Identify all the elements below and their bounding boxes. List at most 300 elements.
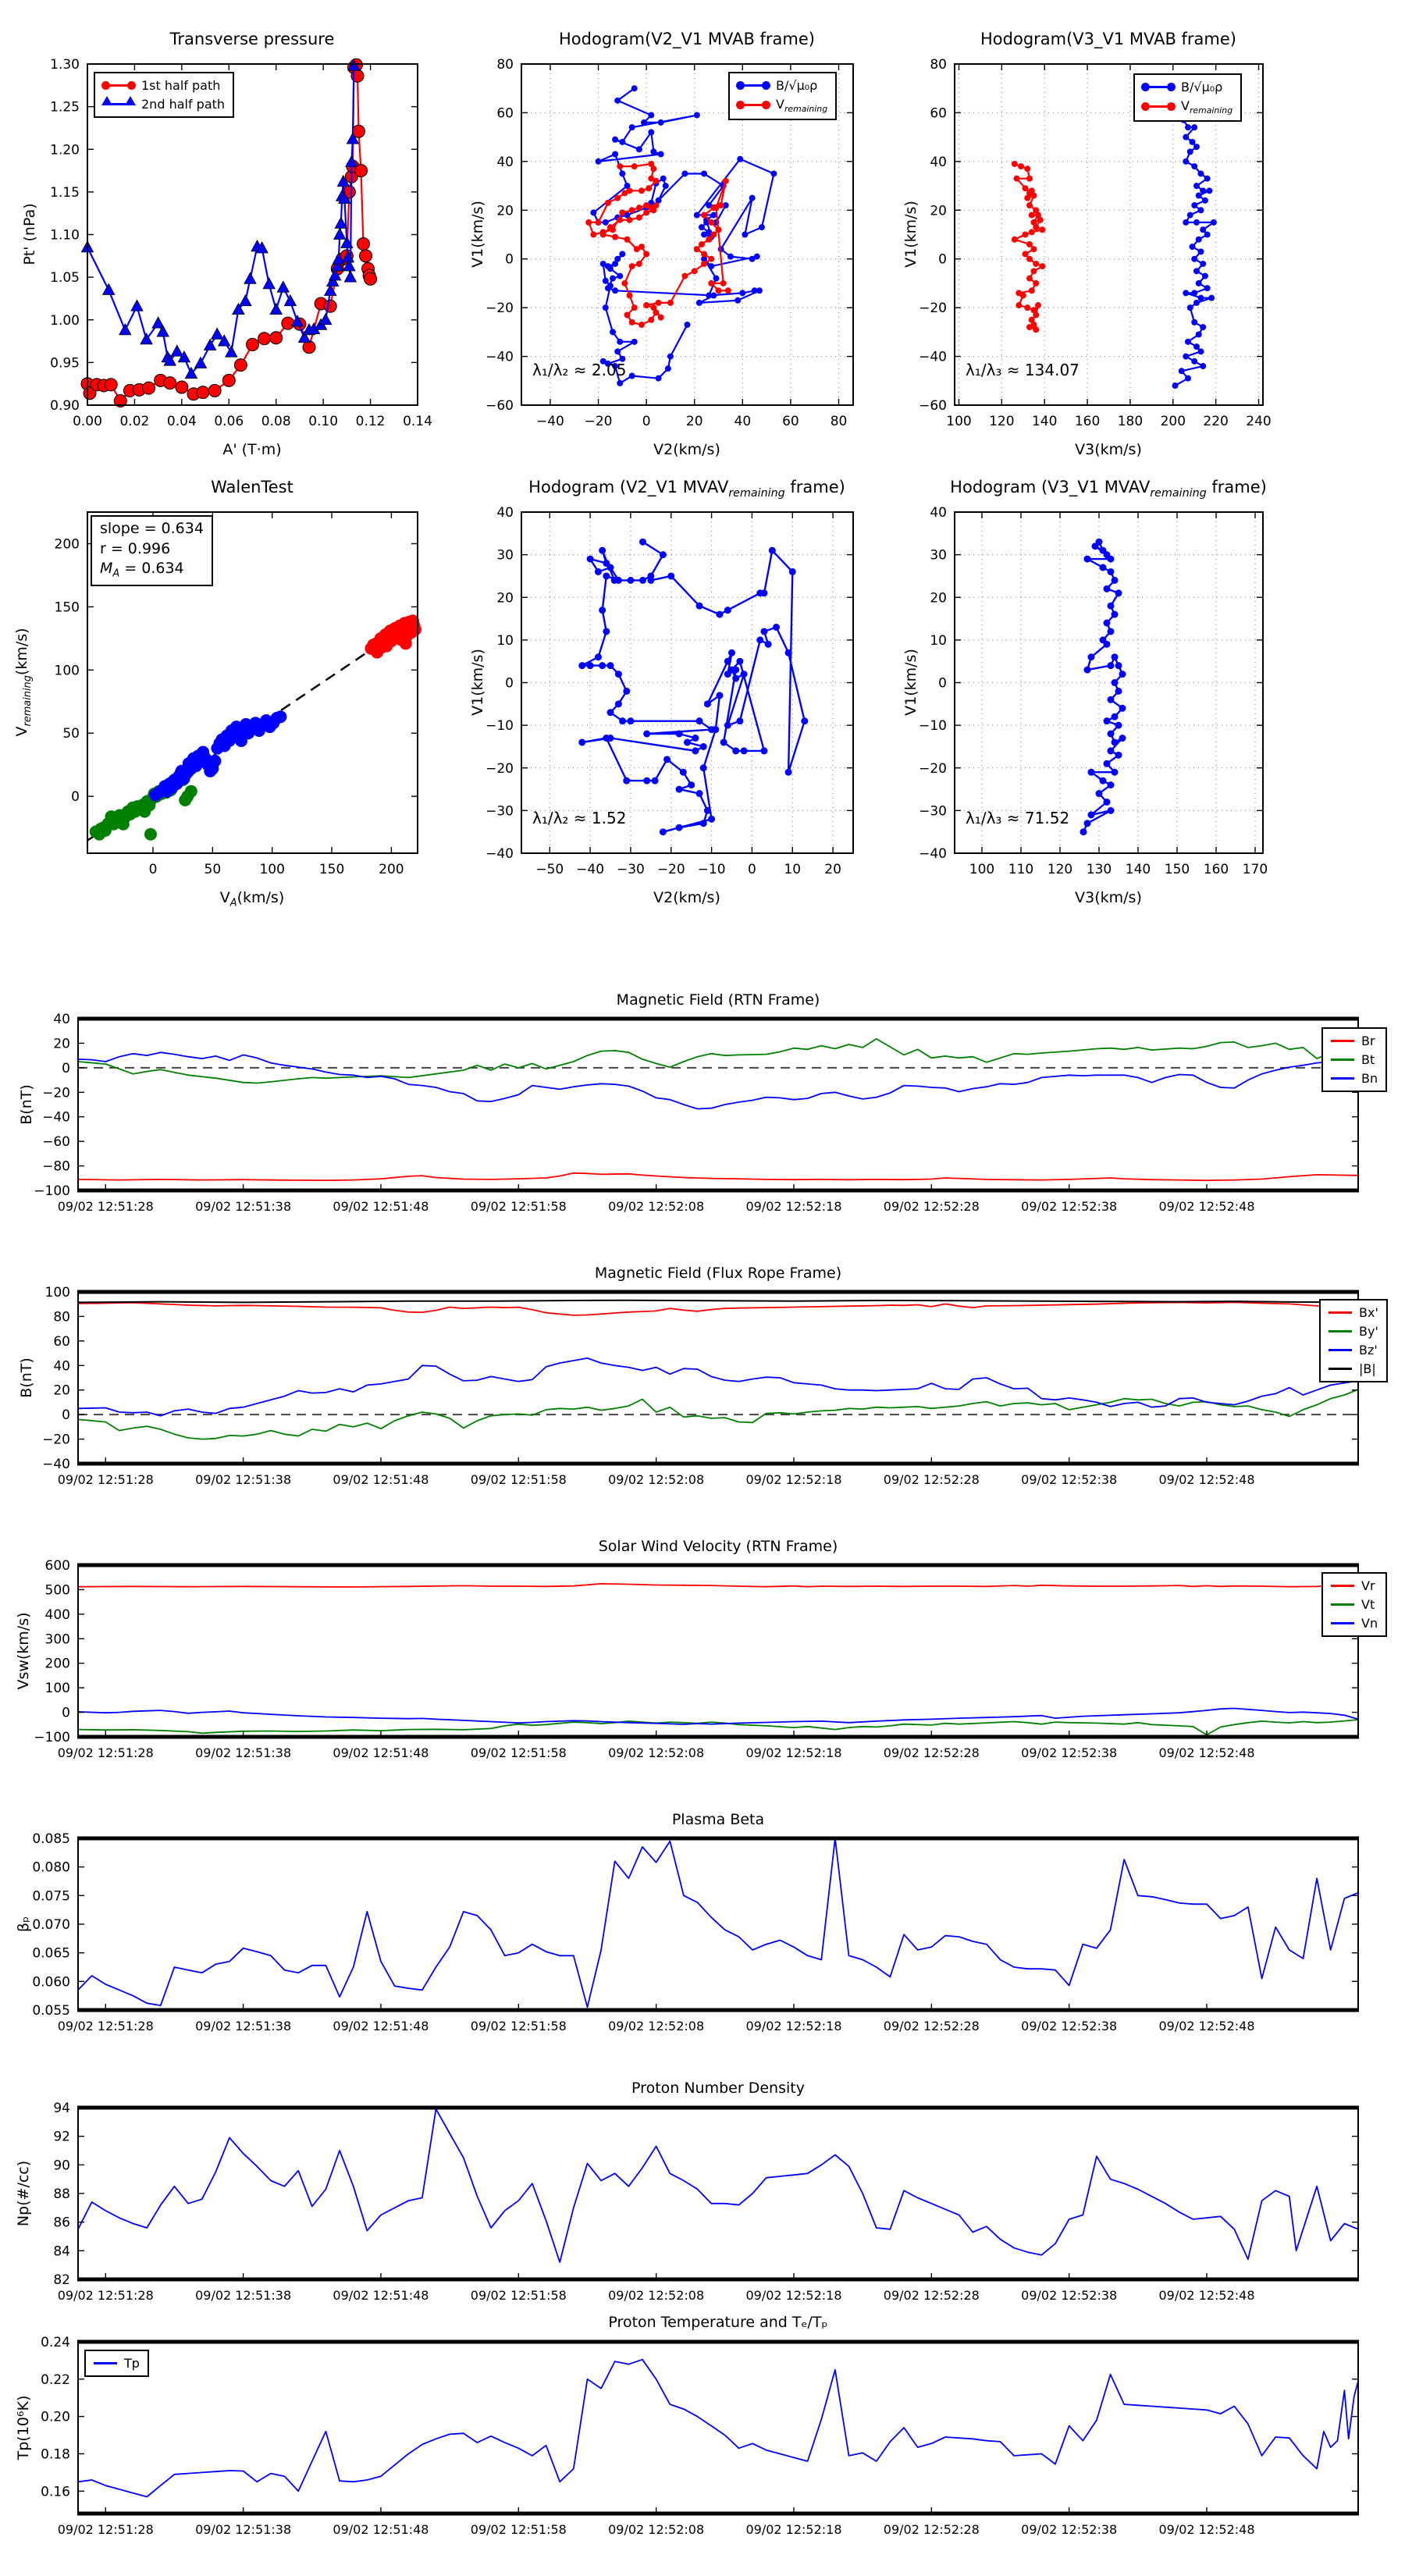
svg-text:09/02 12:52:28: 09/02 12:52:28 bbox=[883, 2019, 980, 2033]
legend-label: By' bbox=[1359, 1324, 1378, 1339]
svg-text:−40: −40 bbox=[486, 846, 514, 862]
legend-label bbox=[776, 97, 827, 114]
ts2-title: Magnetic Field (Flux Rope Frame) bbox=[594, 1265, 842, 1282]
walen-r: r = 0.996 bbox=[100, 539, 171, 557]
legend-label-pre: V bbox=[776, 97, 784, 112]
svg-text:140: 140 bbox=[1125, 862, 1151, 877]
svg-text:60: 60 bbox=[930, 105, 947, 122]
svg-text:150: 150 bbox=[318, 862, 345, 877]
svg-text:−60: −60 bbox=[919, 398, 947, 414]
p6-title-post: frame) bbox=[1206, 478, 1267, 496]
legend-item bbox=[1143, 98, 1232, 116]
ts3-title: Solar Wind Velocity (RTN Frame) bbox=[598, 1538, 838, 1555]
svg-text:−10: −10 bbox=[697, 862, 726, 877]
line-swatch-icon bbox=[1331, 1622, 1354, 1624]
svg-text:09/02 12:52:28: 09/02 12:52:28 bbox=[883, 1472, 980, 1487]
ts4-title: Plasma Beta bbox=[671, 1811, 765, 1828]
svg-text:0: 0 bbox=[148, 862, 158, 877]
svg-text:0: 0 bbox=[748, 862, 756, 877]
svg-text:09/02 12:51:38: 09/02 12:51:38 bbox=[195, 1199, 292, 1214]
svg-text:30: 30 bbox=[496, 547, 514, 564]
legend-label: Br bbox=[1361, 1034, 1375, 1048]
svg-text:50: 50 bbox=[204, 862, 222, 877]
svg-text:−40: −40 bbox=[576, 862, 605, 877]
legend-label-pre: V bbox=[1181, 98, 1190, 113]
svg-text:110: 110 bbox=[1008, 862, 1034, 877]
svg-text:30: 30 bbox=[930, 547, 947, 564]
svg-text:−100: −100 bbox=[34, 1730, 70, 1745]
svg-text:0.075: 0.075 bbox=[32, 1888, 70, 1905]
p6-title bbox=[950, 478, 1267, 500]
svg-text:0.16: 0.16 bbox=[41, 2484, 70, 2500]
legend-label: |B| bbox=[1359, 1361, 1376, 1376]
line-dot-marker-icon bbox=[738, 84, 769, 87]
p4-ylabel bbox=[13, 628, 34, 736]
svg-text:150: 150 bbox=[54, 600, 80, 616]
svg-text:100: 100 bbox=[44, 1285, 70, 1300]
svg-text:400: 400 bbox=[44, 1606, 70, 1623]
ts2-ylabel: B(nT) bbox=[18, 1357, 35, 1398]
legend-label: Bx' bbox=[1359, 1305, 1378, 1320]
legend-item bbox=[1331, 1034, 1378, 1048]
svg-text:0.24: 0.24 bbox=[41, 2335, 70, 2350]
svg-text:09/02 12:51:48: 09/02 12:51:48 bbox=[333, 1745, 429, 1760]
svg-text:86: 86 bbox=[53, 2215, 70, 2231]
p6-xlabel: V3(km/s) bbox=[1075, 889, 1142, 906]
legend-item bbox=[1331, 1071, 1378, 1086]
svg-text:09/02 12:51:38: 09/02 12:51:38 bbox=[195, 2019, 292, 2033]
legend-item bbox=[738, 78, 827, 93]
triangle-marker-icon bbox=[103, 103, 134, 105]
p2-xlabel: V2(km/s) bbox=[653, 441, 720, 458]
p5-ylabel: V1(km/s) bbox=[469, 649, 486, 716]
legend-item bbox=[1329, 1324, 1378, 1339]
legend-label-sub: remaining bbox=[784, 103, 828, 114]
svg-text:09/02 12:52:18: 09/02 12:52:18 bbox=[745, 2522, 842, 2537]
svg-text:09/02 12:52:48: 09/02 12:52:48 bbox=[1158, 2019, 1255, 2033]
line-dot-marker-icon bbox=[1143, 105, 1174, 108]
svg-text:09/02 12:52:38: 09/02 12:52:38 bbox=[1021, 2019, 1118, 2033]
line-swatch-icon bbox=[1331, 1059, 1354, 1061]
svg-text:120: 120 bbox=[1047, 862, 1073, 877]
svg-text:−60: −60 bbox=[42, 1134, 70, 1151]
svg-text:80: 80 bbox=[53, 1309, 70, 1325]
svg-text:09/02 12:52:18: 09/02 12:52:18 bbox=[745, 1745, 842, 1760]
legend-item bbox=[1331, 1616, 1378, 1631]
svg-text:40: 40 bbox=[496, 154, 514, 170]
svg-text:09/02 12:52:48: 09/02 12:52:48 bbox=[1158, 2522, 1255, 2537]
svg-text:40: 40 bbox=[930, 154, 947, 170]
svg-text:09/02 12:52:28: 09/02 12:52:28 bbox=[883, 1745, 980, 1760]
legend-label: Bt bbox=[1361, 1052, 1375, 1067]
svg-text:0.14: 0.14 bbox=[403, 414, 432, 429]
svg-text:−30: −30 bbox=[616, 862, 645, 877]
svg-text:130: 130 bbox=[1086, 862, 1112, 877]
p4-xlabel-sub: A bbox=[229, 897, 237, 909]
legend-label bbox=[1181, 98, 1232, 116]
svg-text:−80: −80 bbox=[42, 1158, 70, 1175]
legend-label: Vt bbox=[1361, 1597, 1375, 1612]
svg-text:−20: −20 bbox=[486, 301, 514, 317]
svg-text:1.20: 1.20 bbox=[50, 142, 80, 158]
svg-text:0.060: 0.060 bbox=[32, 1974, 70, 1991]
legend-label: B/√μ₀ρ bbox=[1181, 80, 1223, 94]
ts1-plot bbox=[34, 1012, 1359, 1214]
svg-text:09/02 12:52:48: 09/02 12:52:48 bbox=[1158, 1472, 1255, 1487]
ts1-ylabel: B(nT) bbox=[18, 1084, 35, 1125]
svg-text:09/02 12:51:28: 09/02 12:51:28 bbox=[57, 2288, 154, 2303]
line-swatch-icon bbox=[1329, 1330, 1352, 1332]
svg-text:0.055: 0.055 bbox=[32, 2003, 70, 2019]
svg-text:09/02 12:51:38: 09/02 12:51:38 bbox=[195, 1745, 292, 1760]
p3-ylabel: V1(km/s) bbox=[902, 201, 919, 268]
svg-text:−20: −20 bbox=[42, 1432, 70, 1448]
walen-ma bbox=[100, 559, 204, 581]
svg-text:−100: −100 bbox=[34, 1183, 70, 1199]
p3-annotation: λ₁/λ₃ ≈ 134.07 bbox=[966, 361, 1080, 379]
svg-text:500: 500 bbox=[44, 1582, 70, 1599]
legend-label: Vr bbox=[1361, 1578, 1375, 1593]
p2-annotation: λ₁/λ₂ ≈ 2.05 bbox=[532, 361, 627, 379]
svg-text:09/02 12:51:28: 09/02 12:51:28 bbox=[57, 1199, 154, 1214]
svg-text:60: 60 bbox=[496, 105, 514, 122]
svg-text:09/02 12:52:08: 09/02 12:52:08 bbox=[608, 2288, 705, 2303]
svg-text:100: 100 bbox=[946, 414, 972, 429]
svg-text:−40: −40 bbox=[919, 349, 947, 365]
p5-title-pre: Hodogram (V2_V1 MVAV bbox=[528, 478, 729, 496]
ts5-plot bbox=[53, 2101, 1359, 2303]
p4-title: WalenTest bbox=[211, 478, 293, 496]
legend-item bbox=[103, 97, 225, 112]
svg-text:09/02 12:51:48: 09/02 12:51:48 bbox=[333, 2288, 429, 2303]
svg-text:0.10: 0.10 bbox=[308, 414, 339, 429]
svg-text:09/02 12:51:58: 09/02 12:51:58 bbox=[470, 1745, 567, 1760]
svg-text:0.070: 0.070 bbox=[32, 1917, 70, 1933]
svg-text:09/02 12:51:58: 09/02 12:51:58 bbox=[470, 1472, 567, 1487]
line-swatch-icon bbox=[94, 2362, 117, 2364]
svg-text:100: 100 bbox=[54, 663, 80, 679]
ts5-title: Proton Number Density bbox=[631, 2080, 805, 2097]
svg-text:09/02 12:51:28: 09/02 12:51:28 bbox=[57, 1472, 154, 1487]
ts1-legend bbox=[1321, 1027, 1387, 1092]
svg-text:−20: −20 bbox=[656, 862, 685, 877]
svg-text:09/02 12:51:58: 09/02 12:51:58 bbox=[470, 1199, 567, 1214]
legend-item bbox=[1329, 1343, 1378, 1357]
svg-text:09/02 12:52:48: 09/02 12:52:48 bbox=[1158, 1745, 1255, 1760]
svg-text:−60: −60 bbox=[486, 398, 514, 414]
svg-text:09/02 12:52:38: 09/02 12:52:38 bbox=[1021, 1472, 1118, 1487]
svg-text:−20: −20 bbox=[919, 301, 947, 317]
svg-text:0.06: 0.06 bbox=[214, 414, 244, 429]
svg-text:60: 60 bbox=[53, 1333, 70, 1350]
p5-annotation: λ₁/λ₂ ≈ 1.52 bbox=[532, 809, 627, 827]
svg-text:20: 20 bbox=[53, 1382, 70, 1399]
svg-text:0: 0 bbox=[62, 1060, 70, 1076]
legend-item bbox=[1331, 1597, 1378, 1612]
svg-text:40: 40 bbox=[930, 505, 947, 521]
p4-xlabel-post: (km/s) bbox=[237, 889, 285, 906]
ts3-ylabel: Vsw(km/s) bbox=[15, 1612, 32, 1690]
svg-text:09/02 12:52:18: 09/02 12:52:18 bbox=[745, 1199, 842, 1214]
p4-ylabel-sub: remaining bbox=[21, 675, 34, 727]
svg-text:20: 20 bbox=[496, 590, 514, 607]
svg-text:40: 40 bbox=[734, 414, 752, 429]
p6-title-pre: Hodogram (V3_V1 MVAV bbox=[950, 478, 1151, 496]
svg-text:0: 0 bbox=[938, 675, 947, 692]
svg-text:20: 20 bbox=[496, 203, 514, 219]
svg-text:−20: −20 bbox=[919, 760, 947, 777]
svg-text:0.12: 0.12 bbox=[355, 414, 386, 429]
walen-ma-post: = 0.634 bbox=[119, 560, 184, 578]
svg-text:100: 100 bbox=[969, 862, 995, 877]
svg-text:0.08: 0.08 bbox=[261, 414, 291, 429]
svg-text:09/02 12:51:48: 09/02 12:51:48 bbox=[333, 1199, 429, 1214]
svg-text:09/02 12:52:18: 09/02 12:52:18 bbox=[745, 1472, 842, 1487]
svg-text:09/02 12:51:28: 09/02 12:51:28 bbox=[57, 2522, 154, 2537]
ts6-ylabel: Tp(10⁶K) bbox=[15, 2395, 32, 2460]
svg-text:1.25: 1.25 bbox=[50, 99, 80, 116]
legend-label: Tp bbox=[124, 2356, 140, 2371]
svg-text:80: 80 bbox=[496, 57, 514, 73]
line-swatch-icon bbox=[1329, 1349, 1352, 1351]
svg-text:−30: −30 bbox=[919, 803, 947, 820]
svg-text:0.20: 0.20 bbox=[41, 2409, 70, 2425]
svg-text:−40: −40 bbox=[536, 414, 564, 429]
svg-text:09/02 12:52:38: 09/02 12:52:38 bbox=[1021, 1745, 1118, 1760]
p2-legend bbox=[728, 72, 837, 120]
svg-text:140: 140 bbox=[1031, 414, 1058, 429]
p5-title bbox=[528, 478, 845, 500]
p1-ylabel: Pt' (nPa) bbox=[21, 203, 38, 265]
p1-legend bbox=[94, 72, 234, 118]
svg-text:40: 40 bbox=[53, 1012, 70, 1027]
legend-item bbox=[94, 2356, 140, 2371]
svg-text:1.05: 1.05 bbox=[50, 270, 80, 286]
svg-text:09/02 12:51:58: 09/02 12:51:58 bbox=[470, 2522, 567, 2537]
svg-text:09/02 12:52:08: 09/02 12:52:08 bbox=[608, 1745, 705, 1760]
line-dot-marker-icon bbox=[1143, 86, 1174, 88]
walen-ma-sub: A bbox=[112, 568, 120, 580]
svg-text:240: 240 bbox=[1246, 414, 1272, 429]
svg-text:09/02 12:51:38: 09/02 12:51:38 bbox=[195, 1472, 292, 1487]
p3-xlabel: V3(km/s) bbox=[1075, 441, 1142, 458]
walen-stats-box bbox=[91, 515, 213, 586]
ts2-plot bbox=[42, 1285, 1359, 1487]
line-dot-marker-icon bbox=[738, 104, 769, 106]
p6-title-sub: remaining bbox=[1150, 486, 1207, 500]
svg-text:−10: −10 bbox=[919, 718, 947, 735]
ts6-title: Proton Temperature and Tₑ/Tₚ bbox=[608, 2314, 828, 2331]
svg-text:94: 94 bbox=[53, 2101, 70, 2116]
svg-text:180: 180 bbox=[1117, 414, 1144, 429]
svg-text:09/02 12:52:28: 09/02 12:52:28 bbox=[883, 1199, 980, 1214]
svg-text:0.085: 0.085 bbox=[32, 1831, 70, 1847]
svg-text:0: 0 bbox=[505, 251, 514, 268]
svg-text:82: 82 bbox=[53, 2272, 70, 2288]
svg-text:−40: −40 bbox=[919, 846, 947, 862]
ts6-plot bbox=[41, 2335, 1359, 2537]
legend-item bbox=[1143, 80, 1232, 94]
p5-xlabel: V2(km/s) bbox=[653, 889, 720, 906]
ts1-title: Magnetic Field (RTN Frame) bbox=[616, 991, 820, 1009]
p1-title: Transverse pressure bbox=[169, 30, 335, 48]
svg-text:09/02 12:52:08: 09/02 12:52:08 bbox=[608, 1199, 705, 1214]
svg-text:0: 0 bbox=[505, 675, 514, 692]
svg-text:0.02: 0.02 bbox=[119, 414, 150, 429]
svg-text:09/02 12:52:08: 09/02 12:52:08 bbox=[608, 2522, 705, 2537]
svg-text:−40: −40 bbox=[42, 1109, 70, 1126]
svg-text:200: 200 bbox=[54, 536, 80, 553]
svg-text:20: 20 bbox=[930, 590, 947, 607]
svg-text:0: 0 bbox=[938, 251, 947, 268]
svg-text:09/02 12:51:48: 09/02 12:51:48 bbox=[333, 2019, 429, 2033]
legend-label: 1st half path bbox=[141, 78, 221, 93]
svg-text:09/02 12:52:38: 09/02 12:52:38 bbox=[1021, 2522, 1118, 2537]
walen-slope: slope = 0.634 bbox=[100, 520, 204, 537]
svg-text:60: 60 bbox=[782, 414, 799, 429]
svg-text:09/02 12:51:28: 09/02 12:51:28 bbox=[57, 1745, 154, 1760]
legend-label: B/√μ₀ρ bbox=[776, 78, 818, 93]
svg-text:−40: −40 bbox=[42, 1457, 70, 1472]
p3-title: Hodogram(V3_V1 MVAB frame) bbox=[980, 30, 1236, 48]
svg-text:160: 160 bbox=[1203, 862, 1229, 877]
svg-text:−10: −10 bbox=[486, 718, 514, 735]
svg-text:90: 90 bbox=[53, 2158, 70, 2174]
legend-label: 2nd half path bbox=[141, 97, 226, 112]
svg-text:09/02 12:51:48: 09/02 12:51:48 bbox=[333, 1472, 429, 1487]
line-swatch-icon bbox=[1329, 1368, 1352, 1370]
svg-text:20: 20 bbox=[930, 203, 947, 219]
svg-text:80: 80 bbox=[830, 414, 848, 429]
svg-text:1.00: 1.00 bbox=[50, 312, 80, 329]
svg-text:20: 20 bbox=[685, 414, 703, 429]
svg-text:09/02 12:52:28: 09/02 12:52:28 bbox=[883, 2288, 980, 2303]
ts6-legend bbox=[84, 2350, 149, 2377]
line-swatch-icon bbox=[1331, 1040, 1354, 1042]
legend-label: Bn bbox=[1361, 1071, 1378, 1086]
svg-text:−50: −50 bbox=[535, 862, 564, 877]
svg-text:40: 40 bbox=[53, 1358, 70, 1375]
legend-item bbox=[103, 78, 225, 93]
svg-text:0.90: 0.90 bbox=[50, 398, 80, 414]
legend-label: Vn bbox=[1361, 1616, 1378, 1631]
svg-text:170: 170 bbox=[1242, 862, 1268, 877]
svg-text:0.22: 0.22 bbox=[41, 2371, 70, 2388]
svg-text:88: 88 bbox=[53, 2186, 70, 2202]
svg-text:1.10: 1.10 bbox=[50, 227, 80, 244]
p5-title-post: frame) bbox=[784, 478, 845, 496]
p1-xlabel: A' (T·m) bbox=[222, 441, 282, 458]
svg-text:20: 20 bbox=[53, 1036, 70, 1052]
svg-text:09/02 12:51:58: 09/02 12:51:58 bbox=[470, 2019, 567, 2033]
svg-text:80: 80 bbox=[930, 57, 947, 73]
circle-marker-icon bbox=[103, 84, 134, 87]
svg-text:09/02 12:51:58: 09/02 12:51:58 bbox=[470, 2288, 567, 2303]
svg-text:10: 10 bbox=[496, 632, 514, 649]
svg-text:100: 100 bbox=[259, 862, 285, 877]
ts3-plot bbox=[34, 1558, 1359, 1760]
svg-text:−20: −20 bbox=[42, 1085, 70, 1101]
svg-text:09/02 12:52:48: 09/02 12:52:48 bbox=[1158, 2288, 1255, 2303]
ts5-ylabel: Np(#/cc) bbox=[15, 2160, 32, 2227]
svg-text:100: 100 bbox=[44, 1681, 70, 1697]
svg-text:09/02 12:51:48: 09/02 12:51:48 bbox=[333, 2522, 429, 2537]
line-swatch-icon bbox=[1331, 1585, 1354, 1587]
svg-text:09/02 12:52:08: 09/02 12:52:08 bbox=[608, 1472, 705, 1487]
svg-text:09/02 12:52:38: 09/02 12:52:38 bbox=[1021, 2288, 1118, 2303]
p2-ylabel: V1(km/s) bbox=[469, 201, 486, 268]
svg-text:0.065: 0.065 bbox=[32, 1945, 70, 1962]
svg-text:−20: −20 bbox=[584, 414, 613, 429]
legend-item bbox=[1329, 1305, 1378, 1320]
svg-text:09/02 12:52:38: 09/02 12:52:38 bbox=[1021, 1199, 1118, 1214]
svg-text:0.04: 0.04 bbox=[166, 414, 197, 429]
svg-text:09/02 12:52:28: 09/02 12:52:28 bbox=[883, 2522, 980, 2537]
svg-text:160: 160 bbox=[1074, 414, 1101, 429]
svg-text:−20: −20 bbox=[486, 760, 514, 777]
line-swatch-icon bbox=[1329, 1311, 1352, 1314]
ts4-plot bbox=[32, 1831, 1359, 2033]
svg-text:600: 600 bbox=[44, 1558, 70, 1574]
line-swatch-icon bbox=[1331, 1603, 1354, 1606]
svg-text:200: 200 bbox=[1160, 414, 1186, 429]
svg-text:300: 300 bbox=[44, 1631, 70, 1648]
svg-text:09/02 12:52:08: 09/02 12:52:08 bbox=[608, 2019, 705, 2033]
svg-text:220: 220 bbox=[1203, 414, 1229, 429]
line-swatch-icon bbox=[1331, 1077, 1354, 1080]
svg-text:09/02 12:52:48: 09/02 12:52:48 bbox=[1158, 1199, 1255, 1214]
svg-text:0: 0 bbox=[62, 1407, 70, 1424]
p4-xlabel-pre: V bbox=[219, 889, 230, 906]
svg-text:1.30: 1.30 bbox=[50, 57, 80, 73]
p5-title-sub: remaining bbox=[728, 486, 785, 500]
svg-text:200: 200 bbox=[44, 1656, 70, 1672]
p4-xlabel bbox=[220, 889, 284, 909]
svg-text:20: 20 bbox=[824, 862, 841, 877]
legend-item bbox=[1331, 1578, 1378, 1593]
svg-text:09/02 12:51:38: 09/02 12:51:38 bbox=[195, 2522, 292, 2537]
svg-text:09/02 12:52:18: 09/02 12:52:18 bbox=[745, 2019, 842, 2033]
svg-text:1.15: 1.15 bbox=[50, 184, 80, 201]
p4-ylabel-pre: V bbox=[13, 726, 31, 737]
ts2-legend bbox=[1319, 1299, 1388, 1382]
svg-text:−40: −40 bbox=[486, 349, 514, 365]
svg-text:92: 92 bbox=[53, 2129, 70, 2145]
p2-title: Hodogram(V2_V1 MVAB frame) bbox=[559, 30, 815, 48]
svg-text:200: 200 bbox=[379, 862, 404, 877]
legend-label-sub: remaining bbox=[1189, 105, 1233, 116]
svg-text:120: 120 bbox=[989, 414, 1015, 429]
svg-text:10: 10 bbox=[784, 862, 802, 877]
svg-text:0.95: 0.95 bbox=[50, 355, 80, 372]
svg-text:−30: −30 bbox=[486, 803, 514, 820]
svg-text:0.080: 0.080 bbox=[32, 1859, 70, 1876]
svg-text:0: 0 bbox=[71, 789, 80, 806]
svg-text:09/02 12:51:28: 09/02 12:51:28 bbox=[57, 2019, 154, 2033]
svg-text:50: 50 bbox=[62, 726, 80, 742]
walen-ma-pre: M bbox=[100, 560, 113, 578]
p3-legend bbox=[1133, 73, 1242, 122]
p6-annotation: λ₁/λ₃ ≈ 71.52 bbox=[966, 809, 1070, 827]
p6-ylabel: V1(km/s) bbox=[902, 649, 919, 716]
svg-text:150: 150 bbox=[1164, 862, 1190, 877]
svg-text:0.18: 0.18 bbox=[41, 2446, 70, 2463]
legend-label: Bz' bbox=[1359, 1343, 1378, 1357]
legend-item bbox=[738, 97, 827, 114]
svg-text:40: 40 bbox=[496, 505, 514, 521]
ts3-legend bbox=[1321, 1572, 1387, 1637]
svg-text:84: 84 bbox=[53, 2243, 70, 2260]
